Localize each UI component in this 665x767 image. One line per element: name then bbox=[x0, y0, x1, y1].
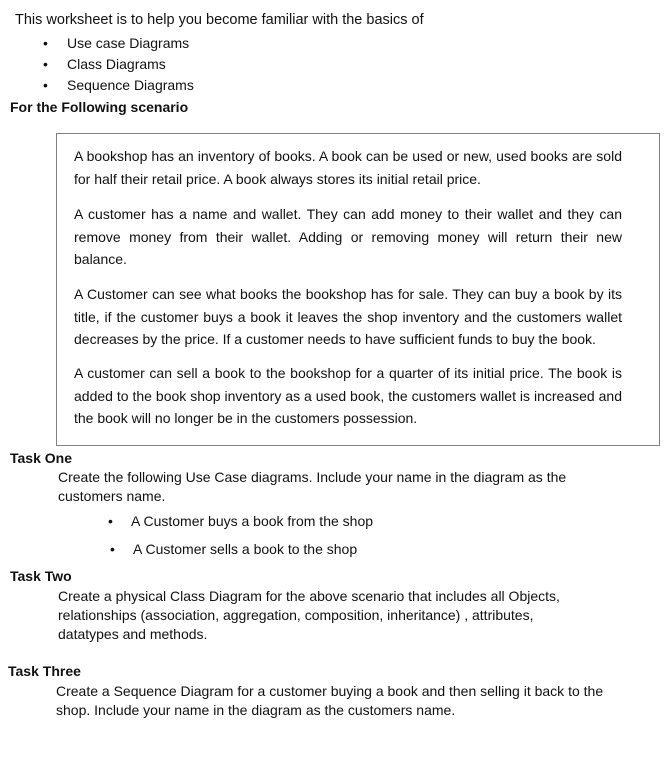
scenario-paragraph: A customer can sell a book to the bookshop for a quarter of its initial price. The book is added to the book shop inventory as a used book, the customers wallet is increased and the book will no longer be in the customers possession. bbox=[74, 365, 622, 426]
task-one-title: Task One bbox=[10, 450, 72, 466]
scenario-paragraph: A customer has a name and wallet. They can add money to their wallet and they can remove money from their wallet. Adding or removing money will return their new balance. bbox=[74, 206, 622, 267]
task-two-title: Task Two bbox=[10, 568, 72, 584]
task-three-title: Task Three bbox=[8, 663, 81, 679]
bullet-icon: • bbox=[110, 541, 115, 557]
task-three-text: Create a Sequence Diagram for a customer buying a book and then selling it back to the shop. Include your name in the diagram as the customers name. bbox=[56, 683, 604, 718]
intro-text: This worksheet is to help you become familiar with the basics of bbox=[15, 12, 424, 28]
topic-label: Use case Diagrams bbox=[67, 35, 190, 51]
task-one-text: Create the following Use Case diagrams. Include your name in the diagram as the customers name. bbox=[58, 469, 567, 504]
bullet-icon: • bbox=[43, 77, 48, 93]
task-one-item: A Customer sells a book to the shop bbox=[133, 541, 358, 557]
scenario-heading: For the Following scenario bbox=[10, 99, 189, 115]
task-two-text: Create a physical Class Diagram for the above scenario that includes all Objects, relationships (association, aggregation, composition, inheritance) , attributes, datatypes and methods. bbox=[58, 588, 560, 642]
scenario-paragraph: A Customer can see what books the bookshop has for sale. They can buy a book by its title, if the customer buys a book it leaves the shop inventory and the customers wallet decreases by the price. If a customer needs to have sufficient funds to buy the book. bbox=[74, 286, 622, 347]
task-one-item: A Customer buys a book from the shop bbox=[131, 513, 374, 529]
bullet-icon: • bbox=[108, 513, 113, 529]
scenario-paragraph: A bookshop has an inventory of books. A book can be used or new, used books are sold for half their retail price. A book always stores its initial retail price. bbox=[74, 148, 622, 187]
topic-label: Sequence Diagrams bbox=[67, 77, 194, 93]
bullet-icon: • bbox=[43, 35, 48, 51]
bullet-icon: • bbox=[43, 56, 48, 72]
topic-label: Class Diagrams bbox=[67, 56, 166, 72]
